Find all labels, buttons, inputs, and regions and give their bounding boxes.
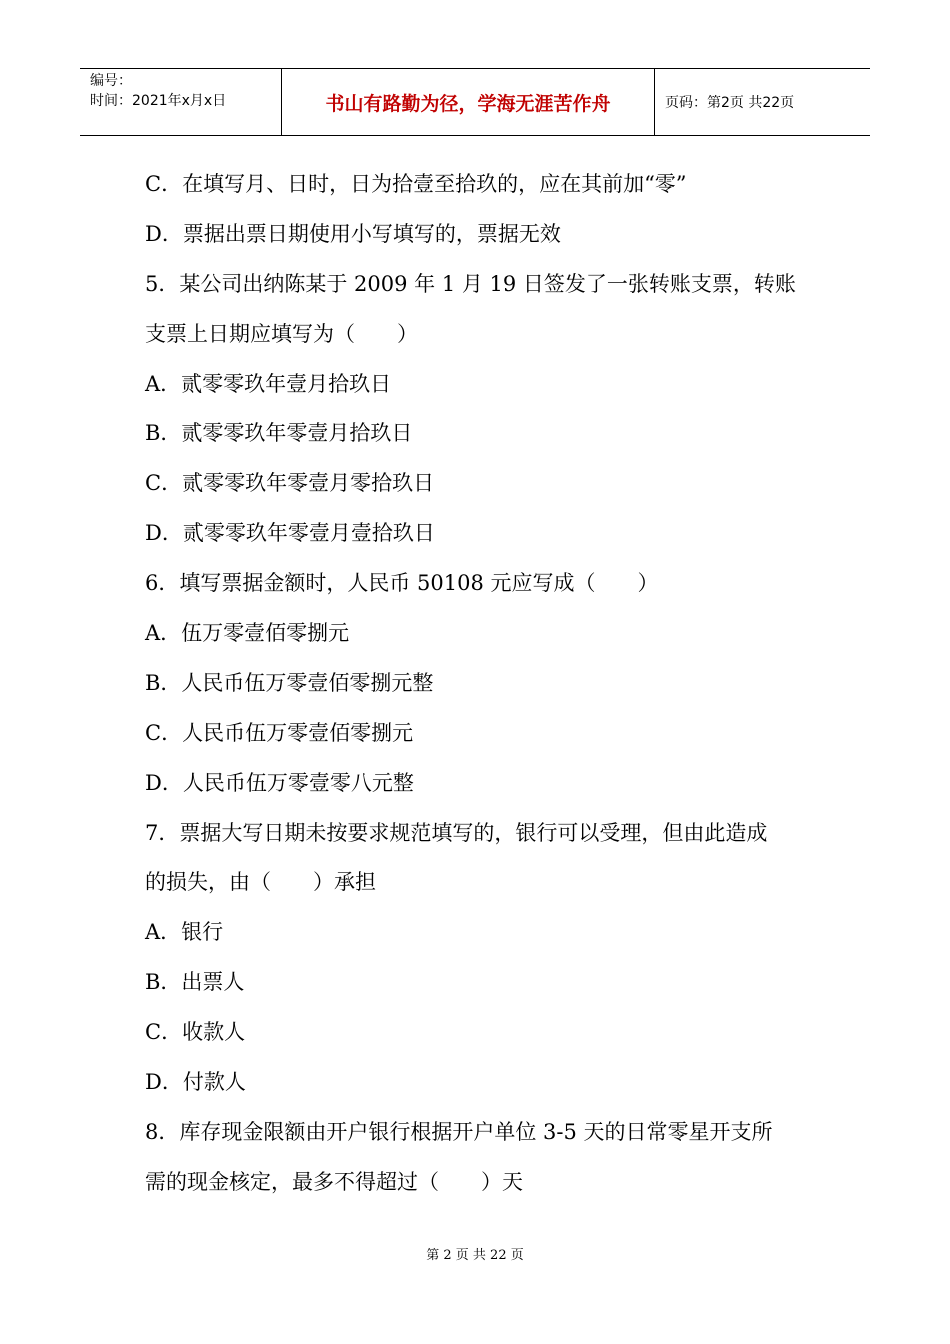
option-line: C．人民币伍万零壹佰零捌元	[145, 720, 414, 745]
page-header	[80, 68, 870, 136]
option-line: C．贰零零玖年零壹月零拾玖日	[145, 471, 435, 496]
option-line: D．付款人	[145, 1070, 246, 1095]
option-line: B．人民币伍万零壹佰零捌元整	[145, 670, 434, 695]
question-line: 6．填写票据金额时，人民币 50108 元应写成（ ）	[145, 571, 659, 596]
option-line: A．银行	[145, 920, 224, 945]
option-line: A．伍万零壹佰零捌元	[145, 621, 350, 646]
time-label: 时间：2021年x月x日	[90, 93, 227, 109]
option-line: B．出票人	[145, 970, 245, 995]
option-line: A．贰零零玖年壹月拾玖日	[145, 371, 392, 396]
question-line: 支票上日期应填写为（ ）	[145, 321, 418, 346]
page-footer: 第 2 页 共 22 页	[426, 1248, 524, 1263]
question-line: 需的现金核定，最多不得超过（ ）天	[145, 1169, 523, 1194]
document-body	[145, 160, 815, 1208]
option-line: C．收款人	[145, 1020, 246, 1045]
number-label: 编号：	[90, 73, 132, 89]
question-line: 8．库存现金限额由开户银行根据开户单位 3-5 天的日常零星开支所	[145, 1119, 773, 1144]
header-page-info: 页码：第2页 共22页	[665, 95, 795, 111]
header-motto: 书山有路勤为径，学海无涯苦作舟	[282, 69, 655, 135]
option-line: D．人民币伍万零壹零八元整	[145, 770, 414, 795]
text-line: C．在填写月、日时，日为拾壹至拾玖的，应在其前加“零”	[145, 172, 687, 196]
text-line: D．票据出票日期使用小写填写的，票据无效	[145, 221, 561, 246]
question-line: 5．某公司出纳陈某于 2009 年 1 月 19 日签发了一张转账支票，转账	[145, 271, 796, 296]
option-line: B．贰零零玖年零壹月拾玖日	[145, 421, 413, 446]
header-meta-cell	[80, 69, 282, 135]
question-line: 的损失，由（ ）承担	[145, 870, 376, 895]
option-line: D．贰零零玖年零壹月壹拾玖日	[145, 521, 435, 546]
question-line: 7．票据大写日期未按要求规范填写的，银行可以受理，但由此造成	[145, 820, 768, 845]
